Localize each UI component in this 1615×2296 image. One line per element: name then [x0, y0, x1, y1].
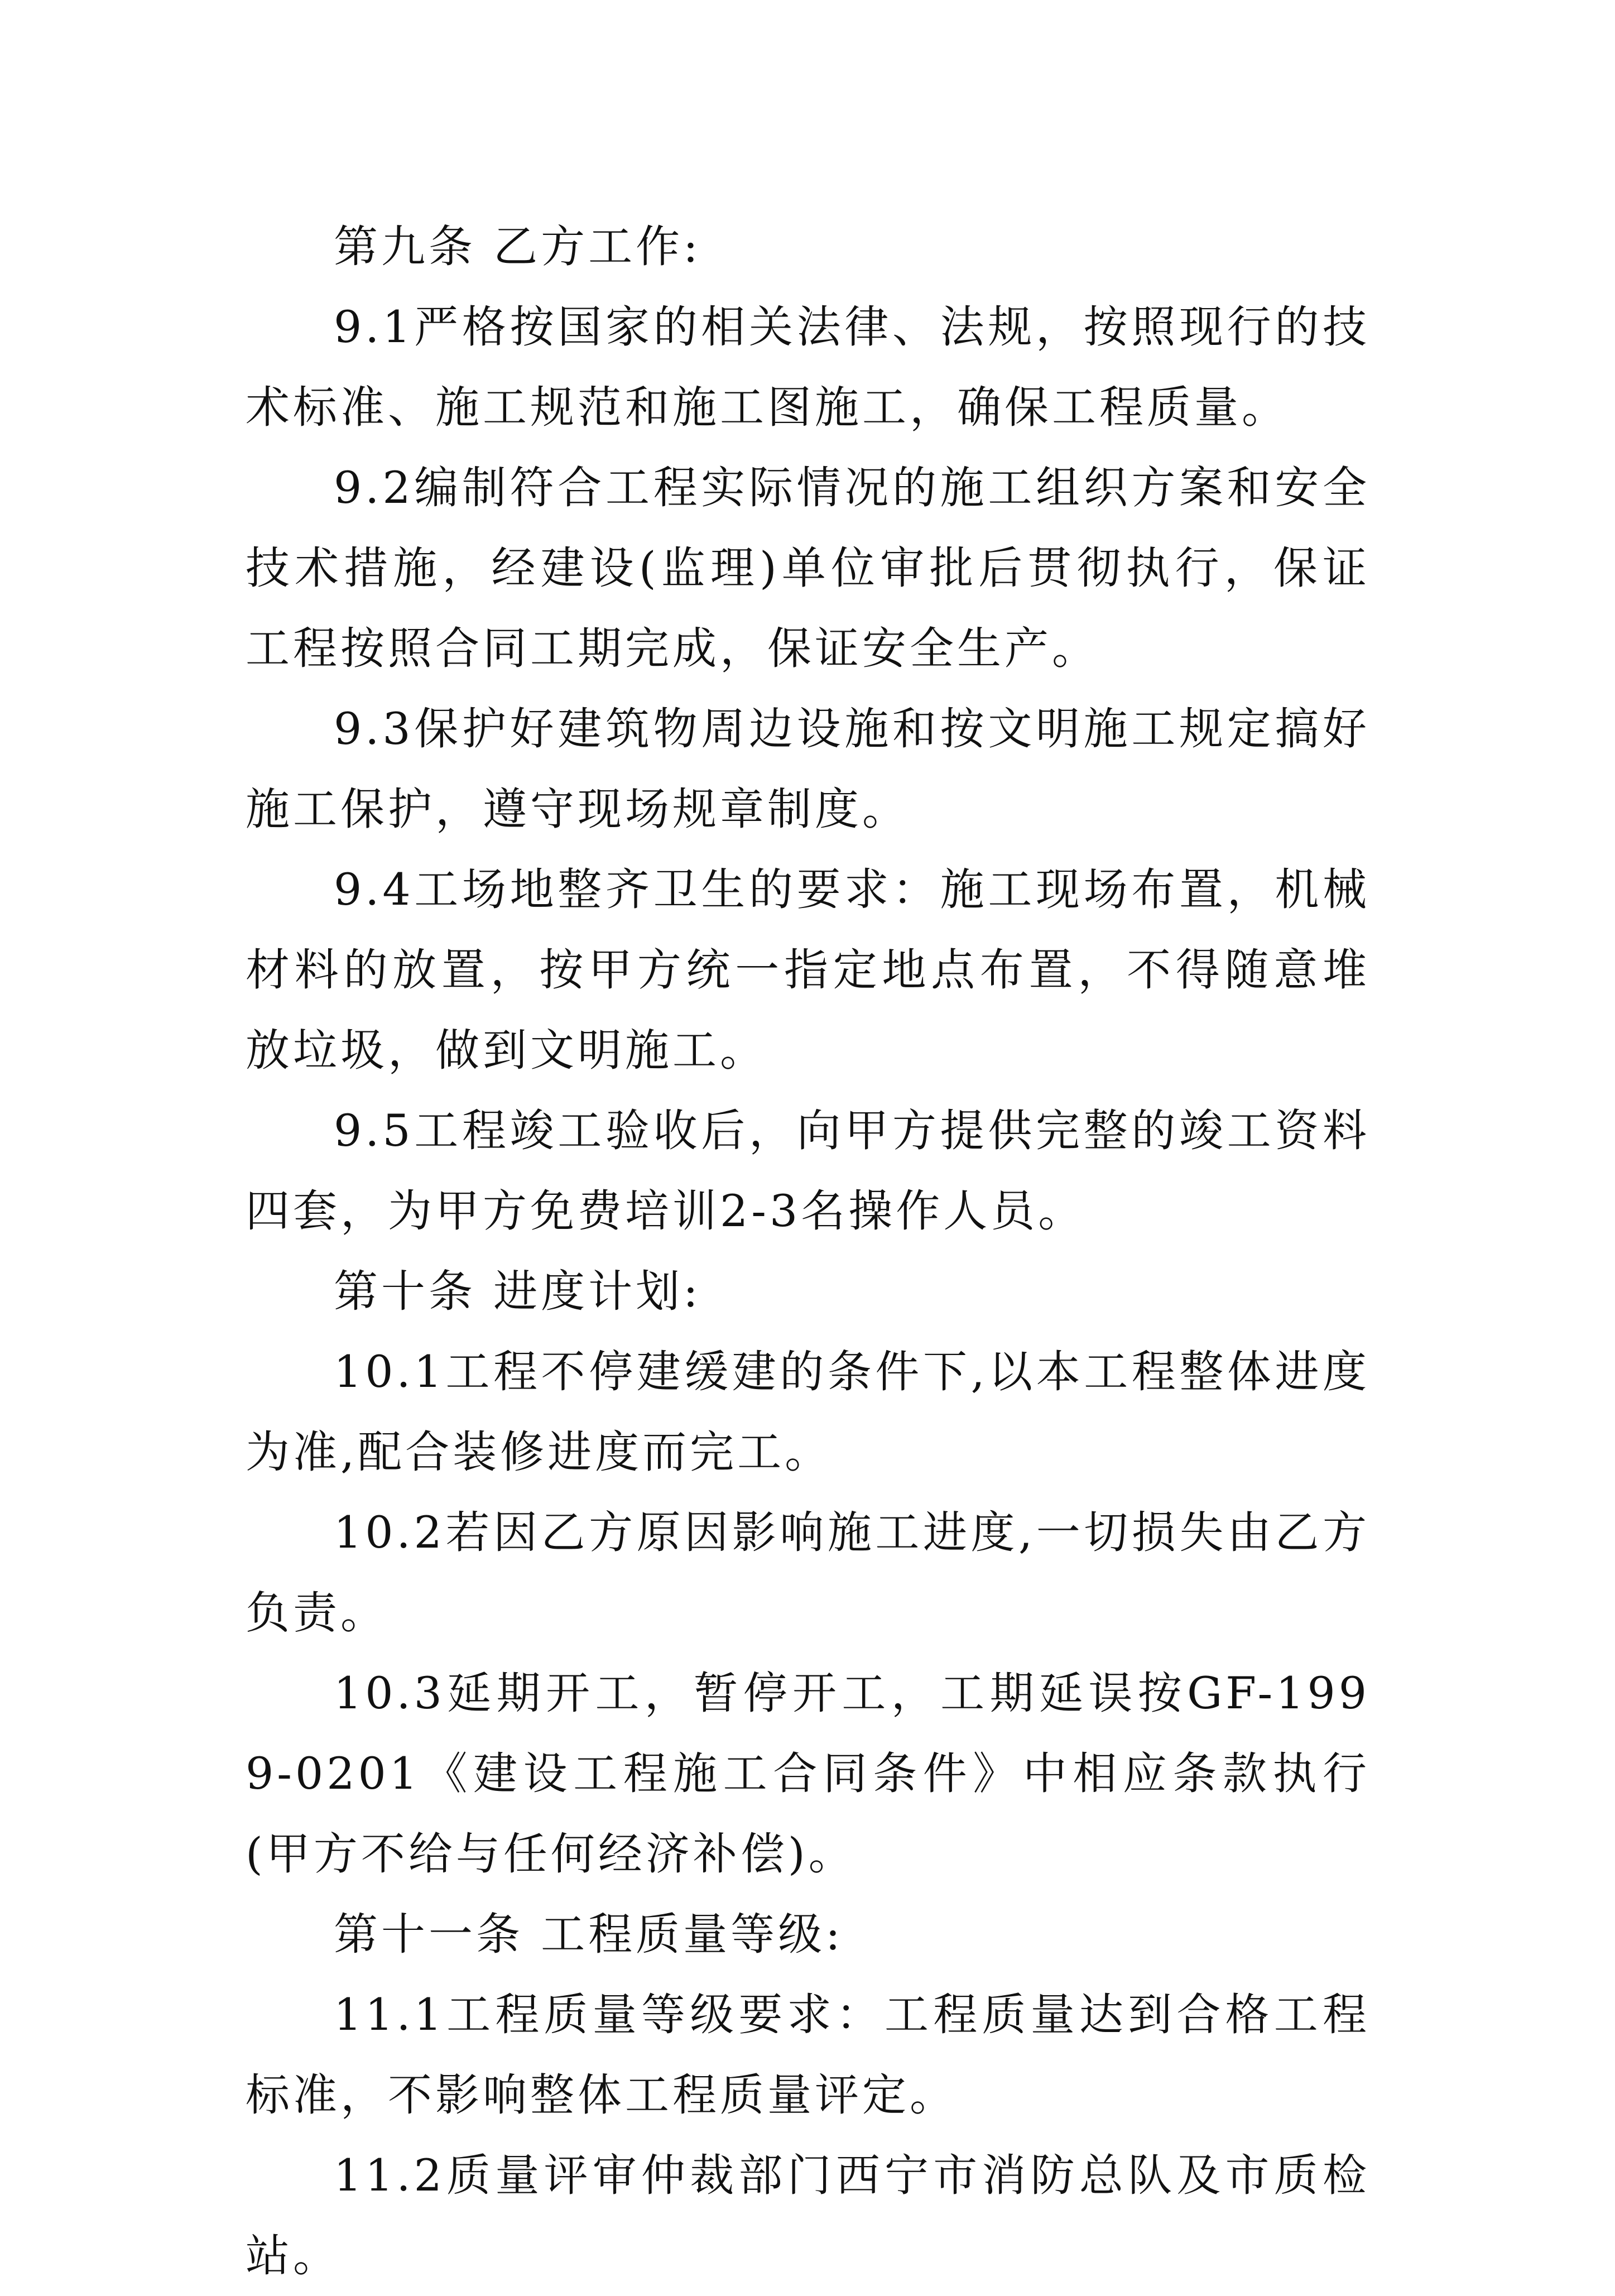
clause-10-1: 10.1工程不停建缓建的条件下,以本工程整体进度为准,配合装修进度而完工。 — [246, 1346, 1370, 1478]
article-11-heading: 第十一条 工程质量等级: — [334, 1909, 844, 1960]
clause-9-1: 9.1严格按国家的相关法律、法规，按照现行的技术标准、施工规范和施工图施工，确保工程质量。 — [246, 301, 1370, 433]
clause-9-2: 9.2编制符合工程实际情况的施工组织方案和安全技术措施，经建设(监理)单位审批后贯彻执行，保证工程按照合同工期完成，保证安全生产。 — [246, 462, 1370, 674]
article-10-heading: 第十条 进度计划: — [334, 1266, 701, 1317]
clause-9-5: 9.5工程竣工验收后，向甲方提供完整的竣工资料四套，为甲方免费培训2-3名操作人员。 — [246, 1105, 1370, 1237]
clause-10-3: 10.3延期开工，暂停开工，工期延误按GF-1999-0201《建设工程施工合同条件》中相应条款执行(甲方不给与任何经济补偿)。 — [246, 1668, 1370, 1880]
clause-11-1: 11.1工程质量等级要求：工程质量达到合格工程标准，不影响整体工程质量评定。 — [246, 1989, 1370, 2121]
document-body — [246, 206, 1370, 2296]
clause-9-4: 9.4工场地整齐卫生的要求：施工现场布置，机械材料的放置，按甲方统一指定地点布置，不得随意堆放垃圾，做到文明施工。 — [246, 864, 1370, 1076]
article-9-heading: 第九条 乙方工作: — [334, 221, 701, 272]
clause-11-2: 11.2质量评审仲裁部门西宁市消防总队及市质检站。 — [246, 2150, 1370, 2281]
clause-10-2: 10.2若因乙方原因影响施工进度,一切损失由乙方负责。 — [246, 1507, 1370, 1639]
clause-9-3: 9.3保护好建筑物周边设施和按文明施工规定搞好施工保护，遵守现场规章制度。 — [246, 703, 1370, 835]
